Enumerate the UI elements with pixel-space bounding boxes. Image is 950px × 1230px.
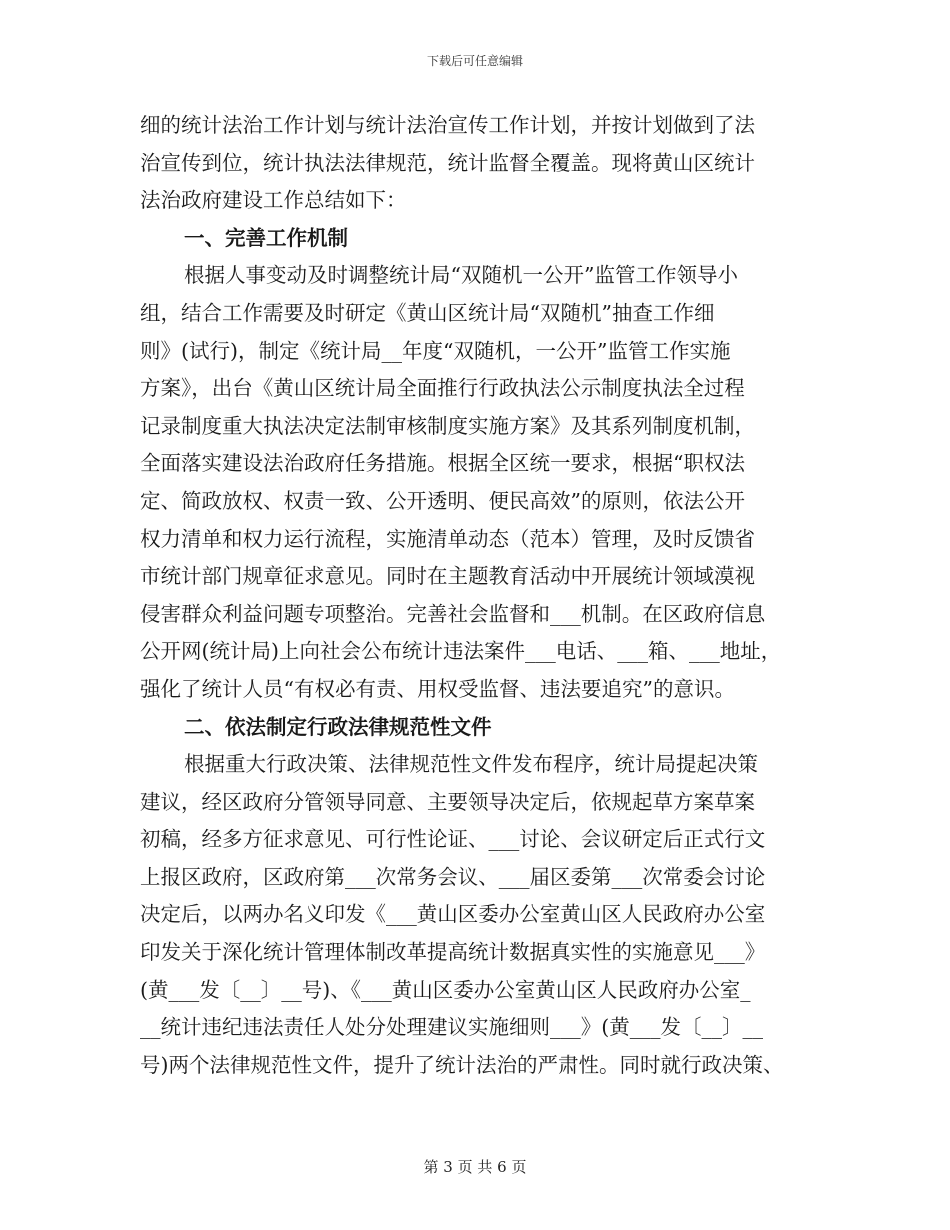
text-line: 根据重大行政决策、法律规范性文件发布程序，统计局提起决策: [184, 752, 758, 777]
body-text: [140, 107, 826, 1084]
text-line: 法治政府建设工作总结如下：: [140, 188, 407, 213]
text-line: 根据人事变动及时调整统计局“双随机一公开”监管工作领导小: [184, 263, 738, 288]
text-line: 记录制度重大执法决定法制审核制度实施方案》及其系列制度机制，: [140, 413, 755, 438]
text-line: 公开网(统计局)上向社会公布统计违法案件___电话、___箱、___地址，: [140, 639, 782, 664]
text-line: 权力清单和权力运行流程，实施清单动态（范本）管理，及时反馈省: [140, 526, 755, 551]
text-line: 细的统计法治工作计划与统计法治宣传工作计划，并按计划做到了法: [140, 113, 755, 137]
text-line: 治宣传到位，统计执法法律规范，统计监督全覆盖。现将黄山区统计: [140, 150, 755, 175]
text-line: __统计违纪违法责任人处分处理建议实施细则___》(黄___发〔__〕__: [140, 1015, 763, 1040]
page-number: 第 3 页 共 6 页: [423, 1158, 527, 1176]
text-line: 号)两个法律规范性文件，提升了统计法治的严肃性。同时就行政决策、: [140, 1052, 784, 1077]
text-line: 全面落实建设法治政府任务措施。根据全区统一要求，根据“职权法: [140, 451, 745, 476]
section-heading-1: 一、完善工作机制: [184, 225, 348, 250]
text-line: 侵害群众利益问题专项整治。完善社会监督和___机制。在区政府信息: [140, 601, 766, 626]
text-line: 组，结合工作需要及时研定《黄山区统计局“双随机”抽查工作细: [140, 300, 715, 325]
text-line: 上报区政府，区政府第___次常务会议、___届区委第___次常委会讨论: [140, 864, 766, 889]
section-heading-2: 二、依法制定行政法律规范性文件: [184, 714, 492, 739]
text-line: 决定后，以两办名义印发《___黄山区委办公室黄山区人民政府办公室: [140, 902, 766, 927]
header-note: 下载后可任意编辑: [426, 54, 523, 68]
text-line: 市统计部门规章征求意见。同时在主题教育活动中开展统计领域漠视: [140, 564, 755, 589]
text-line: 方案》，出台《黄山区统计局全面推行行政执法公示制度执法全过程: [140, 376, 745, 401]
text-line: (黄___发〔__〕__号)、《___黄山区委办公室黄山区人民政府办公室_: [140, 977, 751, 1002]
text-line: 印发关于深化统计管理体制改革提高统计数据真实性的实施意见___》: [140, 940, 766, 965]
text-line: 初稿，经多方征求意见、可行性论证、___讨论、会议研定后正式行文: [140, 827, 766, 852]
text-line: 则》(试行)，制定《统计局__年度“双随机，一公开”监管工作实施: [140, 338, 731, 363]
text-line: 强化了统计人员“有权必有责、用权受监督、违法要追究”的意识。: [140, 676, 735, 701]
text-line: 建议，经区政府分管领导同意、主要领导决定后，依规起草方案草案: [140, 789, 755, 814]
text-line: 定、简政放权、权责一致、公开透明、便民高效”的原则，依法公开: [140, 488, 745, 513]
